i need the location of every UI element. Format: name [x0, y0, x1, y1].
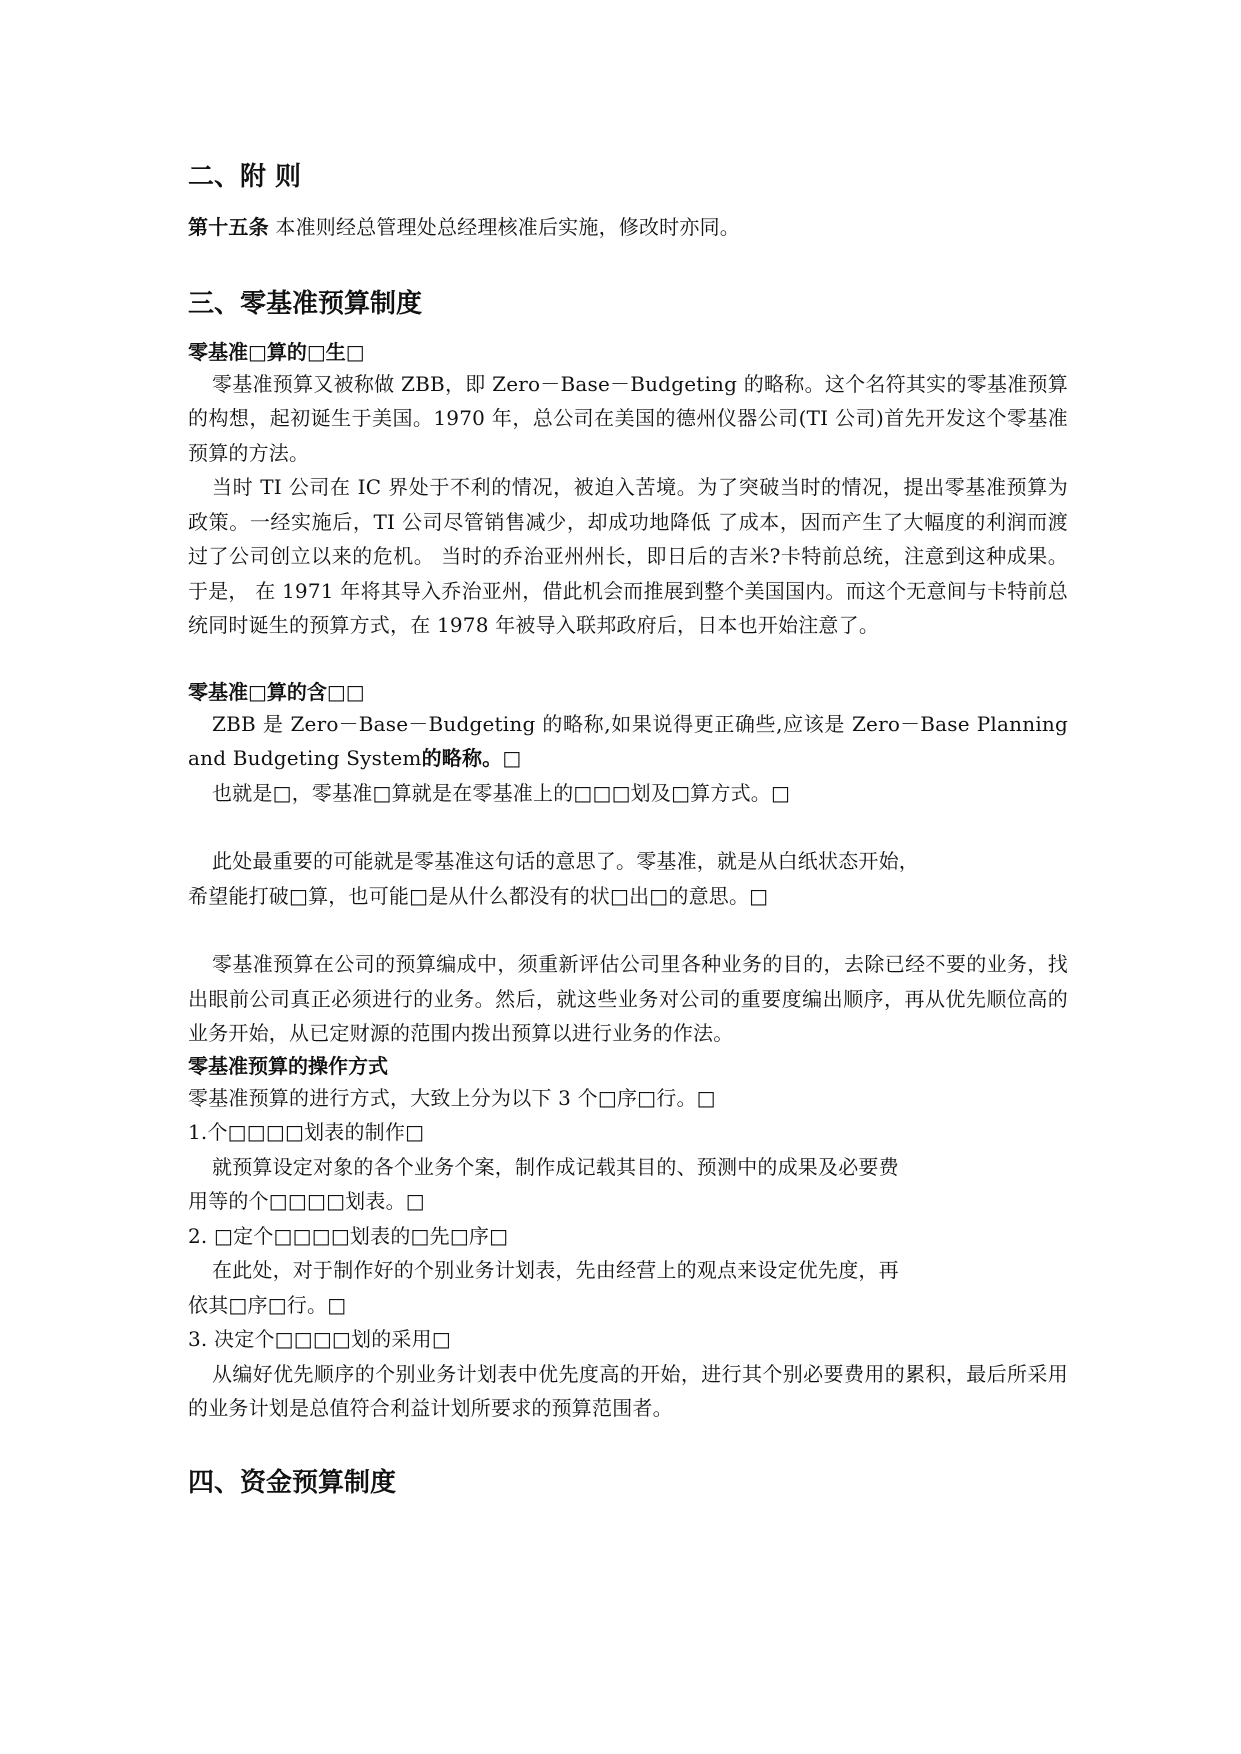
paragraph-origin-1: 零基准预算又被称做 ZBB，即 Zero－Base－Budgeting 的略称。这个名符其实的零基准预算的构想，起初诞生于美国。1970 年，总公司在美国的德州仪器公司(TI 公司)首先开发这个零基准预算的方法。 — [188, 371, 1068, 465]
paragraph-meaning-2: 也就是□，零基准□算就是在零基准上的□□□划及□算方式。□ — [212, 780, 791, 805]
step-2-title — [188, 1219, 1068, 1254]
step-1-text-a: 就预算设定对象的各个业务个案，制作成记载其目的、预测中的成果及必要费 — [212, 1154, 899, 1179]
step-2-title-text: □定个□□□□划表的□先□序□ — [214, 1223, 509, 1248]
section-heading-funds: 四、资金预算制度 — [188, 1467, 397, 1498]
article-15 — [188, 210, 1068, 245]
article-label: 第十五条 — [188, 215, 269, 239]
step-1-text-b: 用等的个□□□□划表。□ — [188, 1189, 425, 1213]
step-2-text-a: 在此处，对于制作好的个别业务计划表，先由经营上的观点来设定优先度，再 — [212, 1258, 899, 1282]
step-2-text-b: 依其□序□行。□ — [188, 1292, 347, 1317]
paragraph-meaning-1 — [188, 707, 1068, 776]
step-3-title — [188, 1322, 1068, 1357]
step-3-title-text: 决定个□□□□划的采用□ — [214, 1327, 451, 1351]
step-3-number: 3. — [188, 1327, 208, 1351]
paragraph-meaning-4: 零基准预算在公司的预算编成中，须重新评估公司里各种业务的目的，去除已经不要的业务，找出眼前公司真正必须进行的业务。然后，就这些业务对公司的重要度编出顺序，再从优先顺位高的业务开始，从已定财源的范围内拨出预算以进行业务的作法。 — [188, 952, 1068, 1045]
method-intro-text: 零基准预算的进行方式，大致上分为以下 3 — [188, 1085, 572, 1110]
article-text: 本准则经总管理处总经理核准后实施，修改时亦同。 — [275, 215, 740, 239]
document-body — [188, 160, 1068, 1500]
step-1-number: 1. — [188, 1120, 208, 1144]
step-1-title — [188, 1115, 1068, 1150]
paragraph-meaning-3-b: 希望能打破□算，也可能□是从什么都没有的状□出□的意思。□ — [188, 883, 769, 908]
method-intro-tail: 个□序□行。□ — [577, 1085, 716, 1110]
step-2-number: 2. — [188, 1223, 208, 1248]
subheading-origin: 零基准□算的□生□ — [188, 339, 365, 364]
paragraph-method-intro — [188, 1081, 1068, 1116]
meaning-1-text: ZBB 是 Zero－Base－Budgeting 的略称,如果说得更正确些,应该是 Zero－Base Planning and Budgeting System — [188, 711, 1068, 770]
subheading-method: 零基准预算的操作方式 — [188, 1053, 388, 1078]
subheading-meaning: 零基准□算的含□□ — [188, 679, 365, 704]
section-heading-zbb: 三、零基准预算制度 — [188, 288, 423, 319]
paragraph-origin-2: 当时 TI 公司在 IC 界处于不利的情况，被迫入苦境。为了突破当时的情况，提出零基准预算为政策。一经实施后，TI 公司尽管销售减少，却成功地降低 了成本，因而产生了大幅度的利润而渡过了公司创立以来的危机。 当时的乔治亚州州长，即日后的吉米?卡特前总统，注意到这种成果。于是， 在 1971 年将其导入乔治亚州，借此机会而推展到整个美国国内。而这个无意间与卡特前总统同时诞生的预算方式，在 1978 年被导入联邦政府后，日本也开始注意了。 — [188, 475, 1068, 637]
step-3-text: 从编好优先顺序的个别业务计划表中优先度高的开始，进行其个别必要费用的累积，最后所采用的业务计划是总值符合利益计划所要求的预算范围者。 — [188, 1361, 1068, 1420]
meaning-1-tail: 的略称。□ — [421, 746, 522, 770]
paragraph-meaning-3-a: 此处最重要的可能就是零基准这句话的意思了。零基准，就是从白纸状态开始， — [212, 849, 919, 873]
section-heading-appendix: 二、附 则 — [188, 162, 302, 192]
step-1-title-text: 个□□□□划表的制作□ — [207, 1120, 425, 1144]
